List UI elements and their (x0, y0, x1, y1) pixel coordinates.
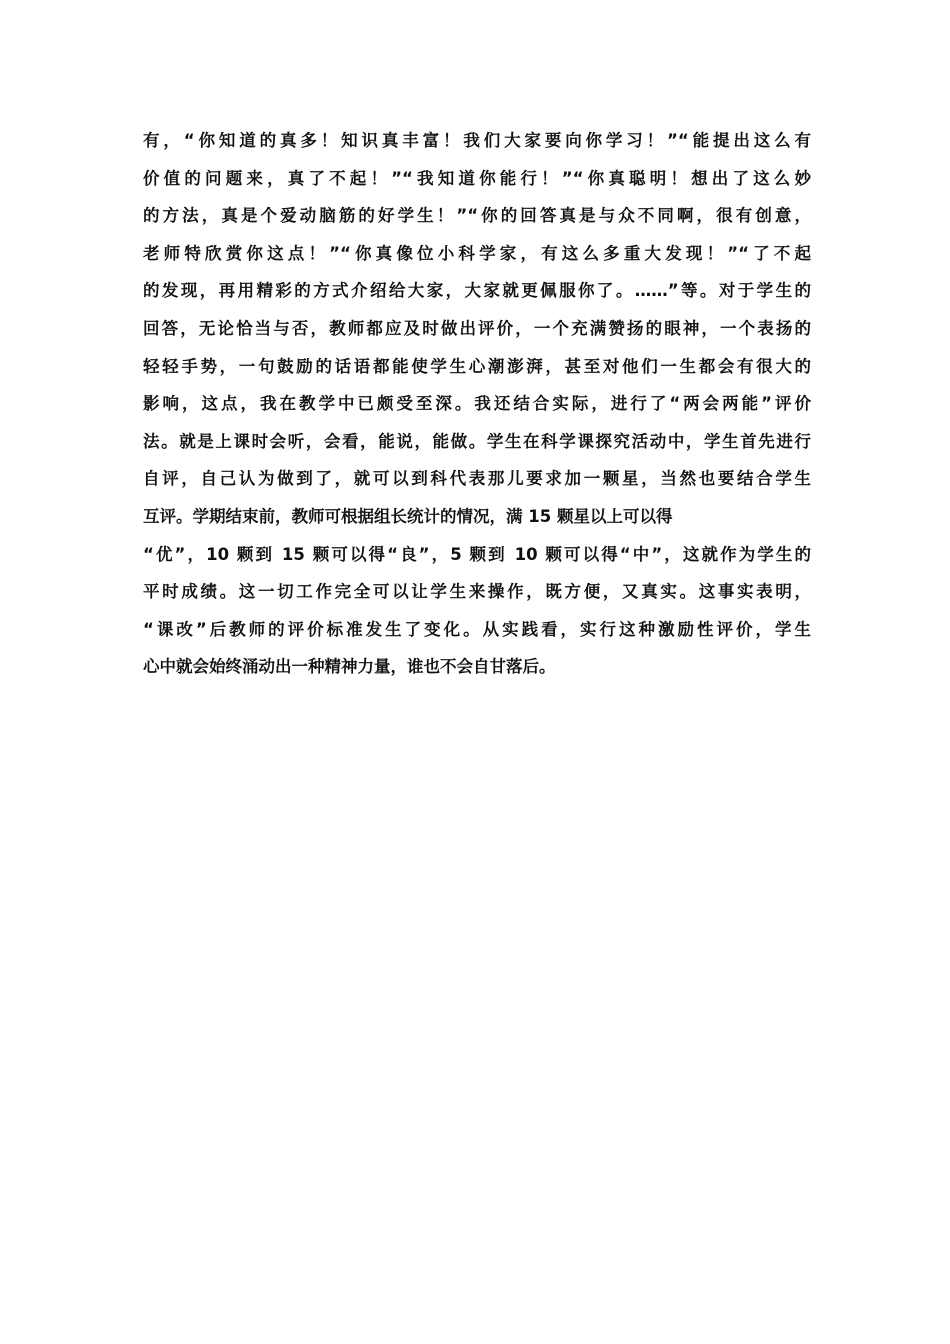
text-line: 影响，这点，我在教学中已颇受至深。我还结合实际，进行了“两会两能”评价 (143, 394, 811, 414)
text-line: 的发现，再用精彩的方式介绍给大家，大家就更佩服你了。……”等。对于学生的 (143, 281, 811, 301)
text-line: 价值的问题来，真了不起！”“我知道你能行！”“你真聪明！想出了这么妙 (143, 168, 811, 188)
body-paragraph (143, 122, 811, 686)
text-line: 轻轻手势，一句鼓励的话语都能使学生心潮澎湃，甚至对他们一生都会有很大的 (143, 356, 811, 376)
text-line: 互评。学期结束前，教师可根据组长统计的情况，满 15 颗星以上可以得 (143, 506, 673, 526)
text-line: 有，“你知道的真多！知识真丰富！我们大家要向你学习！”“能提出这么有 (143, 131, 811, 150)
text-line: “课改”后教师的评价标准发生了变化。从实践看，实行这种激励性评价，学生 (143, 619, 811, 639)
text-line: 心中就会始终涌动出一种精神力量，谁也不会自甘落后。 (143, 657, 556, 677)
text-line: 老师特欣赏你这点！”“你真像位小科学家，有这么多重大发现！”“了不起 (143, 243, 811, 263)
text-line: 平时成绩。这一切工作完全可以让学生来操作，既方便，又真实。这事实表明， (143, 582, 811, 602)
text-line: “优”，10 颗到 15 颗可以得“良”，5 颗到 10 颗可以得“中”，这就作为学生的 (143, 544, 811, 564)
text-line: 自评，自己认为做到了，就可以到科代表那儿要求加一颗星，当然也要结合学生 (143, 469, 811, 489)
text-line: 的方法，真是个爱动脑筋的好学生！”“你的回答真是与众不同啊，很有创意， (143, 206, 811, 226)
text-line: 回答，无论恰当与否，教师都应及时做出评价，一个充满赞扬的眼神，一个表扬的 (143, 318, 811, 338)
text-line: 法。就是上课时会听，会看，能说，能做。学生在科学课探究活动中，学生首先进行 (143, 431, 811, 451)
